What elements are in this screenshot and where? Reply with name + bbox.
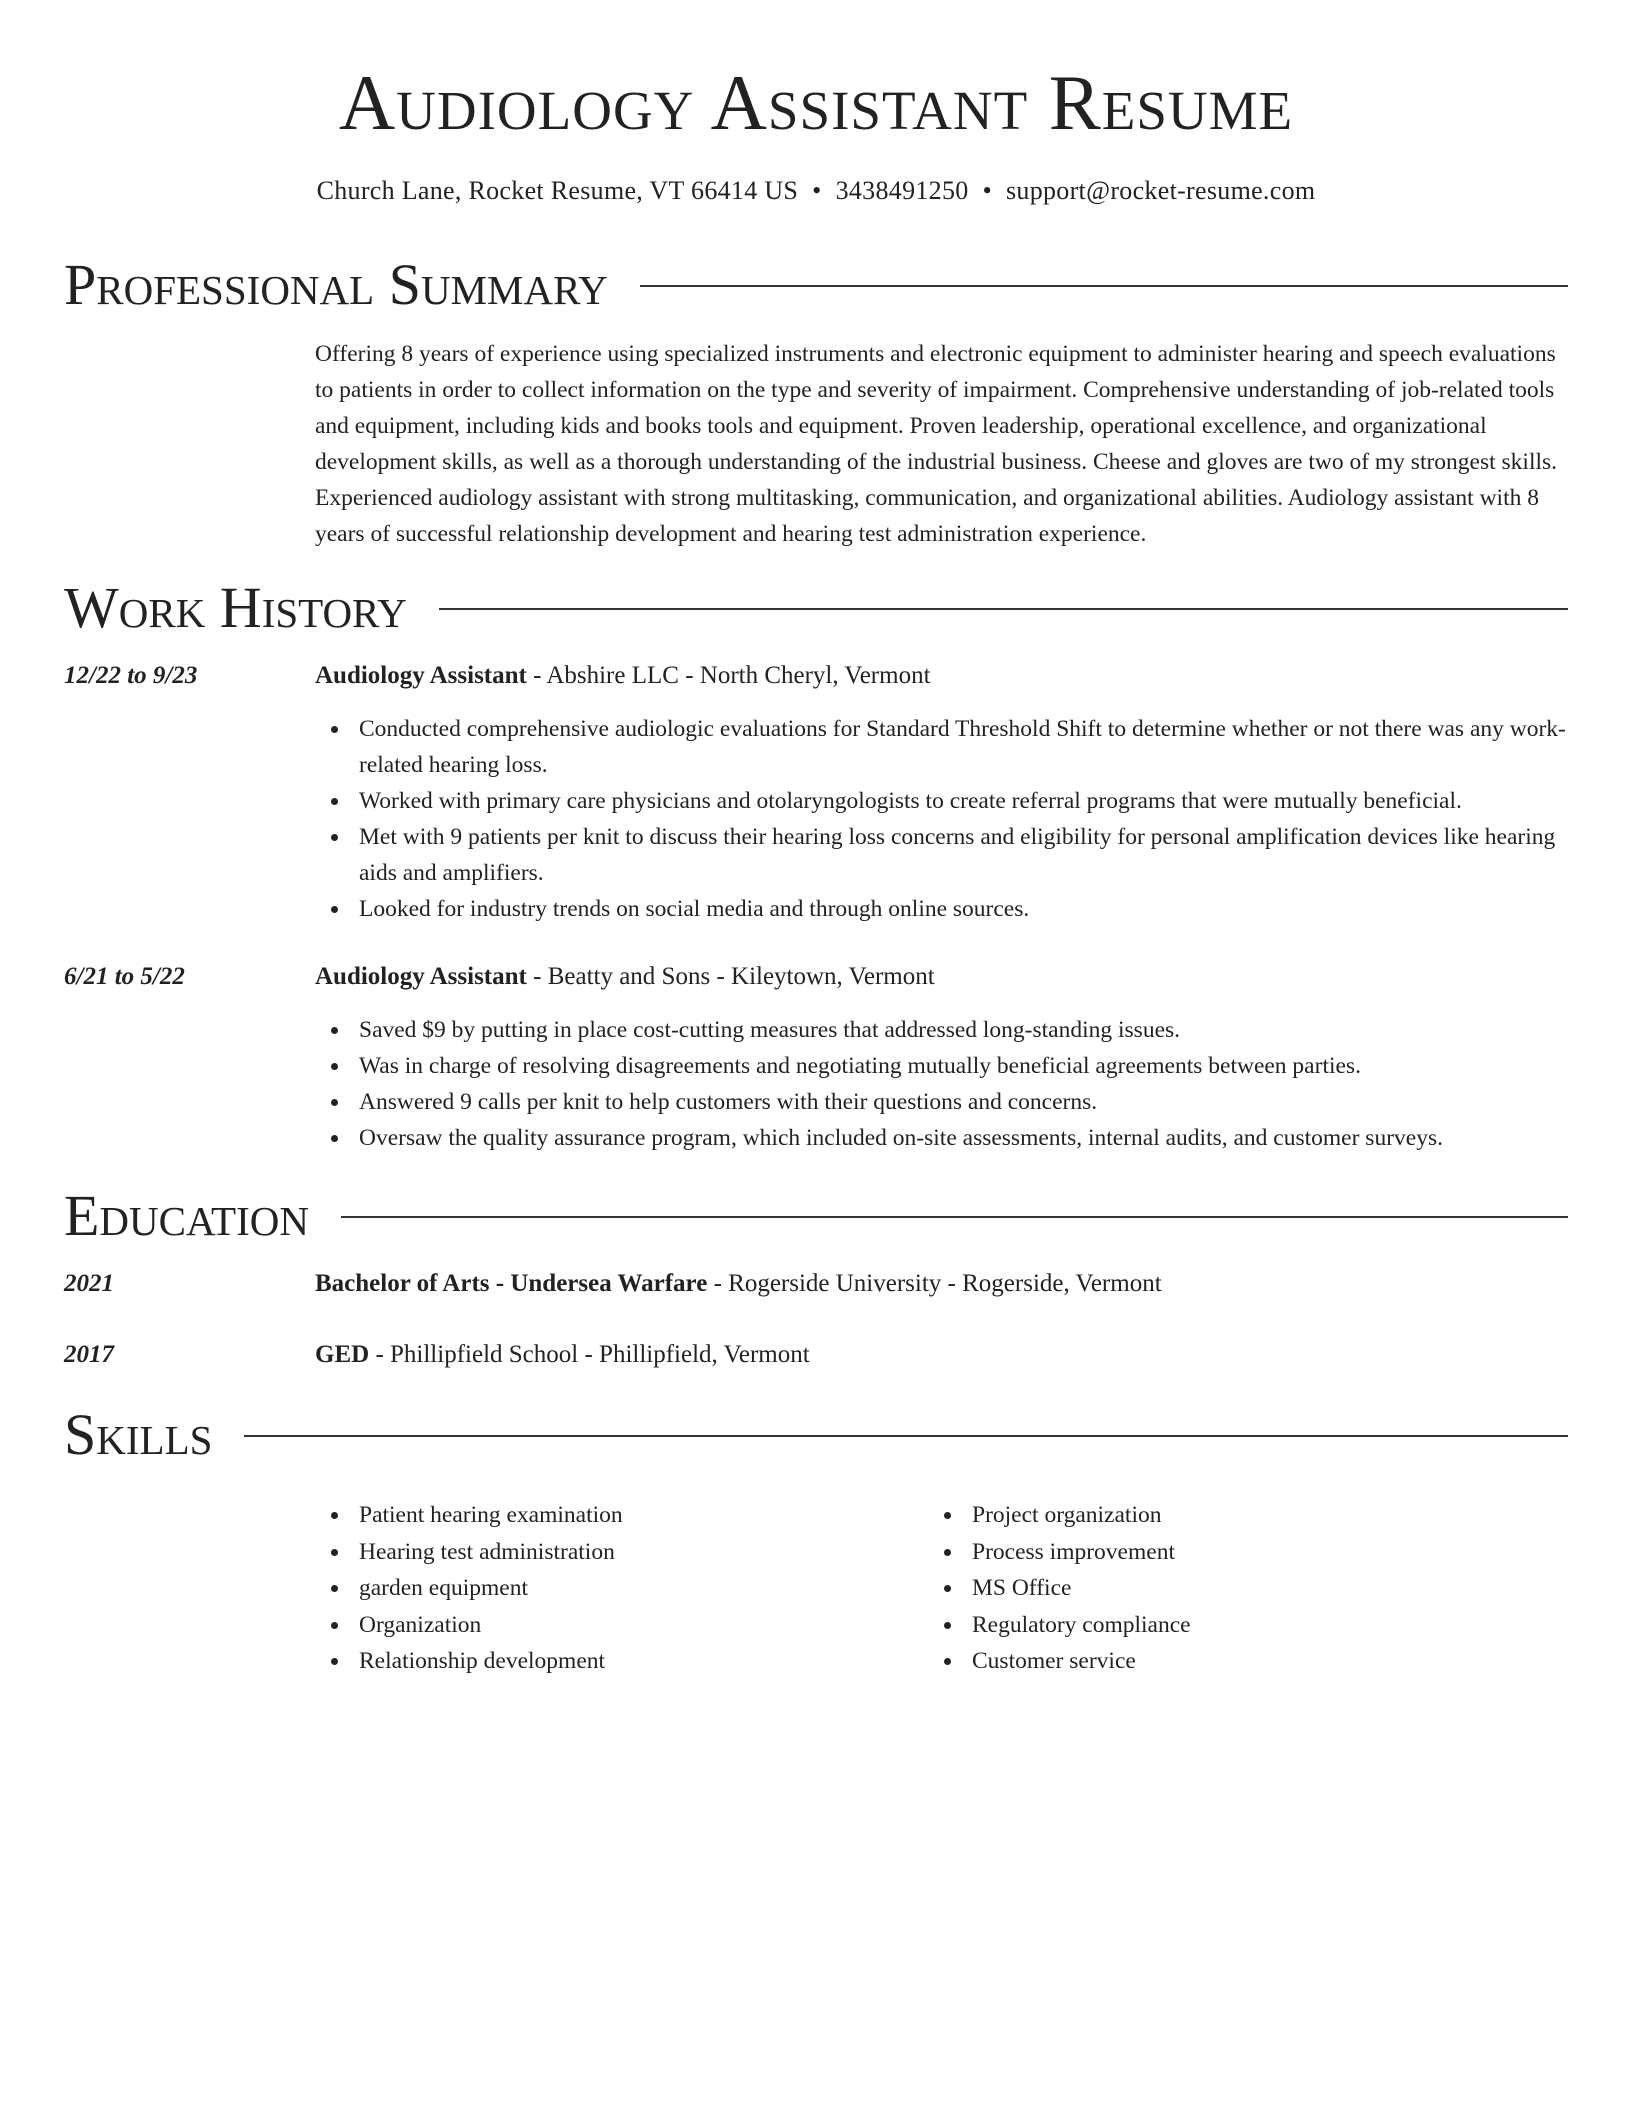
list-item [315, 1570, 875, 1607]
job-header [315, 659, 931, 693]
list-item [315, 711, 1568, 783]
degree-title: Bachelor of Arts - Undersea Warfare [315, 1270, 708, 1297]
skill-text: garden equipment [359, 1575, 529, 1601]
skill-text: Patient hearing examination [359, 1502, 623, 1528]
list-item [315, 783, 1568, 819]
bullet-icon [944, 1658, 951, 1665]
skill-text: Project organization [972, 1502, 1162, 1528]
list-item [315, 1607, 875, 1644]
skill-text: Hearing test administration [359, 1538, 615, 1565]
skill-text: MS Office [972, 1575, 1072, 1601]
bullet-icon [944, 1622, 951, 1629]
bullet-icon [944, 1549, 951, 1556]
bullet-icon [331, 1027, 338, 1034]
contact-separator: • [982, 176, 992, 205]
education-year: 2021 [64, 1270, 114, 1297]
job-details: - Beatty and Sons - Kileytown, Vermont [526, 963, 935, 990]
summary-paragraph: Offering 8 years of experience using specialized instruments and electronic equipment to administer hearing and speech evaluations to patients in order to collect information on the type and severity of impairment. Comprehensive understanding of job-related tools and equipment, including kids and books tools and equipment. Proven leadership, operational excellence, and organizational development skills, as well as a thorough understanding of the industrial business. Cheese and gloves are two of my strongest skills. Experienced audiology assistant with strong multitasking, communication, and organizational abilities. Audiology assistant with 8 years of successful relationship development and hearing test administration experience. [315, 341, 1558, 547]
education-header [315, 1267, 1162, 1301]
resume-title: Audiology Assistant Resume [338, 59, 1294, 146]
education-details: - Rogerside University - Rogerside, Vermont [707, 1270, 1162, 1297]
skill-text: Organization [359, 1611, 482, 1638]
work-history-section-header [64, 574, 1568, 642]
education-section-header [64, 1182, 1568, 1250]
job-bullets [315, 1012, 1568, 1156]
list-item [315, 891, 1568, 927]
bullet-icon [331, 1585, 338, 1592]
bullet-text: Answered 9 calls per knit to help customers with their questions and concerns. [359, 1089, 1098, 1115]
email-link[interactable]: support@rocket-resume.com [1005, 176, 1316, 205]
list-item [315, 1012, 1568, 1048]
bullet-icon [331, 798, 338, 805]
list-item [928, 1570, 1488, 1607]
section-divider [341, 1216, 1568, 1218]
skills-list-right [928, 1497, 1488, 1680]
education-heading: Education [64, 1183, 309, 1248]
skill-text: Customer service [972, 1648, 1136, 1674]
skill-text: Relationship development [359, 1648, 606, 1674]
bullet-icon [331, 906, 338, 913]
contact-separator: • [812, 176, 822, 205]
bullet-icon [331, 1622, 338, 1629]
list-item [928, 1643, 1488, 1680]
bullet-text: Met with 9 patients per knit to discuss their hearing loss concerns and eligibility for personal amplification devices like hearing aids and amplifiers. [359, 824, 1556, 886]
job-dates: 12/22 to 9/23 [64, 662, 198, 689]
bullet-icon [331, 1063, 338, 1070]
education-year: 2017 [64, 1341, 114, 1368]
summary-section-header [64, 251, 1568, 319]
list-item [928, 1497, 1488, 1534]
summary-heading: Professional Summary [64, 252, 608, 317]
list-item [315, 1643, 875, 1680]
job-bullets [315, 711, 1568, 927]
education-header [315, 1338, 810, 1372]
bullet-text: Worked with primary care physicians and otolaryngologists to create referral programs that were mutually beneficial. [359, 788, 1462, 814]
phone-text: 3438491250 [835, 176, 969, 205]
skill-text: Process improvement [972, 1538, 1175, 1565]
bullet-icon [331, 1512, 338, 1519]
list-item [315, 1084, 1568, 1120]
skills-list-left [315, 1497, 875, 1680]
bullet-icon [331, 834, 338, 841]
bullet-icon [331, 1549, 338, 1556]
skill-text: Regulatory compliance [972, 1611, 1191, 1638]
job-title: Audiology Assistant [315, 963, 527, 990]
bullet-text: Saved $9 by putting in place cost-cutting measures that addressed long-standing issues. [359, 1017, 1181, 1043]
job-dates: 6/21 to 5/22 [64, 963, 185, 990]
bullet-icon [944, 1585, 951, 1592]
bullet-text: Looked for industry trends on social media and through online sources. [359, 896, 1030, 922]
list-item [315, 819, 1568, 891]
job-title: Audiology Assistant [315, 662, 527, 689]
bullet-text: Oversaw the quality assurance program, which included on-site assessments, internal audits, and customer surveys. [359, 1125, 1443, 1151]
contact-line [64, 174, 1568, 208]
bullet-icon [331, 726, 338, 733]
job-header [315, 960, 935, 994]
bullet-icon [331, 1658, 338, 1665]
list-item [315, 1120, 1568, 1156]
list-item [315, 1534, 875, 1571]
bullet-text: Conducted comprehensive audiologic evaluations for Standard Threshold Shift to determine whether or not there was any work-related hearing loss. [359, 716, 1566, 778]
job-details: - Abshire LLC - North Cheryl, Vermont [526, 662, 931, 689]
bullet-icon [944, 1512, 951, 1519]
address-text: Church Lane, Rocket Resume, VT 66414 US [316, 176, 799, 205]
section-divider [439, 608, 1568, 610]
skills-section-header [64, 1401, 1568, 1469]
education-details: - Phillipfield School - Phillipfield, Vermont [369, 1341, 810, 1368]
bullet-icon [331, 1099, 338, 1106]
bullet-icon [331, 1135, 338, 1142]
degree-title: GED [315, 1341, 370, 1368]
list-item [315, 1497, 875, 1534]
skills-heading: Skills [64, 1402, 213, 1467]
list-item [315, 1048, 1568, 1084]
bullet-text: Was in charge of resolving disagreements and negotiating mutually beneficial agreements between parties. [359, 1053, 1361, 1079]
section-divider [640, 285, 1568, 287]
list-item [928, 1607, 1488, 1644]
work-history-heading: Work History [64, 575, 407, 640]
list-item [928, 1534, 1488, 1571]
section-divider [244, 1435, 1568, 1437]
